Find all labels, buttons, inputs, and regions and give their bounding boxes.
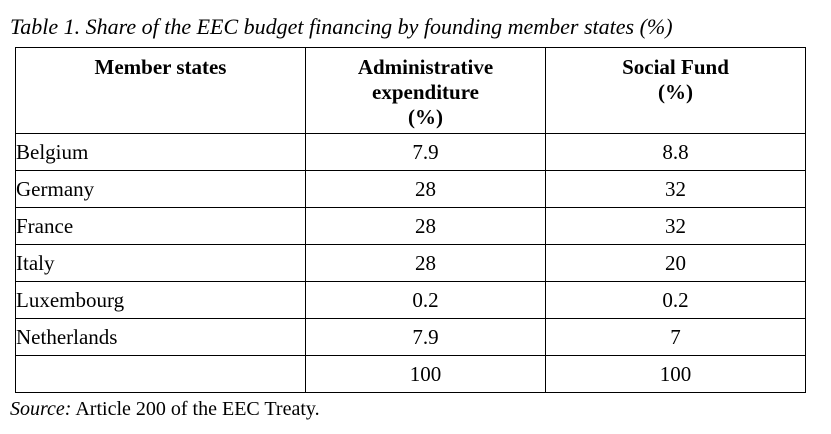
table-total-row	[16, 356, 806, 393]
table-row	[16, 171, 806, 208]
cell-member-state: Netherlands	[16, 319, 306, 356]
table-row	[16, 319, 806, 356]
cell-social-fund: 8.8	[546, 134, 806, 171]
cell-total-administrative-expenditure: 100	[306, 356, 546, 393]
cell-administrative-expenditure: 7.9	[306, 134, 546, 171]
header-administrative-expenditure	[306, 48, 546, 134]
cell-administrative-expenditure: 7.9	[306, 319, 546, 356]
source-label: Source:	[10, 398, 72, 420]
budget-share-table	[15, 47, 806, 393]
table-caption: Table 1. Share of the EEC budget financing by founding member states (%)	[10, 14, 673, 39]
cell-total-social-fund: 100	[546, 356, 806, 393]
cell-administrative-expenditure: 28	[306, 208, 546, 245]
cell-member-state: Luxembourg	[16, 282, 306, 319]
source-text: Article 200 of the EEC Treaty.	[71, 398, 320, 420]
cell-member-state: France	[16, 208, 306, 245]
table-header-row	[16, 48, 806, 134]
header-social-fund	[546, 48, 806, 134]
cell-member-state: Belgium	[16, 134, 306, 171]
cell-administrative-expenditure: 28	[306, 245, 546, 282]
cell-social-fund: 7	[546, 319, 806, 356]
table-row	[16, 245, 806, 282]
cell-social-fund: 32	[546, 171, 806, 208]
table-row	[16, 282, 806, 319]
cell-total-label	[16, 356, 306, 393]
cell-member-state: Germany	[16, 171, 306, 208]
header-member-states	[16, 48, 306, 134]
table-row	[16, 134, 806, 171]
cell-social-fund: 32	[546, 208, 806, 245]
cell-social-fund: 20	[546, 245, 806, 282]
header-admin-line-3: (%)	[408, 105, 443, 129]
header-admin-line-2: expenditure	[372, 80, 479, 104]
cell-administrative-expenditure: 28	[306, 171, 546, 208]
cell-member-state: Italy	[16, 245, 306, 282]
header-social-line-1: Social Fund	[622, 55, 729, 79]
header-social-line-2: (%)	[658, 80, 693, 104]
cell-social-fund: 0.2	[546, 282, 806, 319]
header-admin-line-1: Administrative	[357, 55, 494, 79]
cell-administrative-expenditure: 0.2	[306, 282, 546, 319]
source-note	[10, 398, 320, 421]
header-member-states-label: Member states	[94, 55, 227, 79]
table-row	[16, 208, 806, 245]
